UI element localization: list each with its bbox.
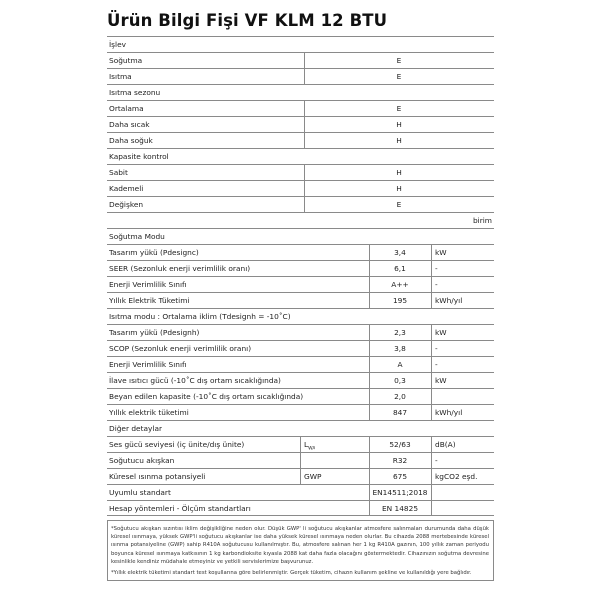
table-row	[107, 324, 494, 340]
row-label: Ses gücü seviyesi (iç ünite/dış ünite)	[109, 440, 245, 449]
footnote-refrigerant: *Soğutucu akışkan sızıntısı iklim değişikliğine neden olur. Düşük GWP' li soğutucu akışkanlar atmosfere salınmaları durumunda daha düşük küresel ısınmaya, yüksek GWP'li soğutucu akışkanlar ise daha yüksek küresel ısınmaya neden olurlar. Bu cihazda 2088 mertebesinde küresel ısınma potansiyeline (GWP) sahip R410A soğutucusu kullanılmıştır. Bu, atmosfere salınan her 1 kg R410A gazının, 100 yıllık zaman periyodu boyunca küresel ısınmaya katkısının 1 kg karbondioksite kıyasla 2088 kat daha fazla olacağını göstermektedir. Cihazınızın soğutma devresine kesinlikle kendiniz müdahale etmeyiniz ve yetkili servislerimize başvurunuz.	[111, 526, 489, 565]
heating-header: Isıtma modu : Ortalama iklim (Tdesignh = -10˚C)	[109, 312, 291, 321]
table-row	[107, 340, 494, 356]
function-header: İşlev	[109, 40, 127, 49]
row-value: EN14511;2018	[372, 488, 428, 497]
cooling-header-row	[107, 228, 494, 244]
row-value: 6,1	[394, 264, 406, 273]
row-label: Uyumlu standart	[109, 488, 171, 497]
other-header: Diğer detaylar	[109, 424, 163, 433]
row-label: Ortalama	[109, 104, 144, 113]
row-value: 52/63	[389, 440, 411, 449]
row-unit: kW	[435, 328, 447, 337]
row-label: Soğutucu akışkan	[109, 456, 175, 465]
row-unit: kW	[435, 376, 447, 385]
row-value: 0,3	[394, 376, 406, 385]
unit-header-row	[107, 212, 494, 228]
row-unit: kgCO2 eşd.	[435, 472, 478, 481]
row-label: Isıtma	[109, 72, 132, 81]
row-value: H	[396, 120, 402, 129]
row-label: Sabit	[109, 168, 128, 177]
footnote-consumption: *Yıllık elektrik tüketimi standart test koşullarına göre belirlenmiştir. Gerçek tüketim, cihazın kullanım şekline ve kullanıldığı yere bağlıdır.	[111, 570, 472, 577]
table-row	[107, 68, 494, 84]
row-value: 2,0	[394, 392, 406, 401]
row-unit: dB(A)	[435, 440, 456, 449]
table-row	[107, 356, 494, 372]
cooling-header: Soğutma Modu	[109, 232, 165, 241]
table-row	[107, 500, 494, 516]
season-header: Isıtma sezonu	[109, 88, 161, 97]
capacity-header: Kapasite kontrol	[109, 152, 169, 161]
row-label: Beyan edilen kapasite (-10˚C dış ortam sıcaklığında)	[109, 392, 304, 401]
row-label: Yıllık elektrik tüketimi	[109, 408, 189, 417]
row-label: Tasarım yükü (Pdesignc)	[109, 248, 199, 257]
row-label: Soğutma	[109, 56, 143, 65]
table-row	[107, 132, 494, 148]
row-label: Daha soğuk	[109, 136, 153, 145]
row-value: 675	[392, 472, 408, 481]
table-row	[107, 244, 494, 260]
row-label: Değişken	[109, 200, 144, 209]
row-unit: -	[435, 280, 438, 289]
table-row	[107, 388, 494, 404]
table-row	[107, 260, 494, 276]
row-unit: kW	[435, 248, 447, 257]
row-label: Kademeli	[109, 184, 144, 193]
row-value: E	[396, 56, 402, 65]
row-value: H	[396, 168, 402, 177]
sheet-title: Ürün Bilgi Fişi VF KLM 12 BTU	[107, 11, 388, 30]
table-row	[107, 164, 494, 180]
product-info-table	[107, 36, 494, 581]
table-row	[107, 372, 494, 388]
other-header-row	[107, 420, 494, 436]
table-row	[107, 436, 494, 452]
row-value: R32	[392, 456, 408, 465]
row-unit: kWh/yıl	[435, 408, 463, 417]
row-value: 847	[392, 408, 408, 417]
row-label: Enerji Verimlilik Sınıfı	[109, 360, 187, 369]
row-value: E	[396, 104, 402, 113]
table-row	[107, 292, 494, 308]
table-row	[107, 52, 494, 68]
row-label: Tasarım yükü (Pdesignh)	[109, 328, 200, 337]
table-row	[107, 276, 494, 292]
row-label: SEER (Sezonluk enerji verimlilik oranı)	[109, 264, 251, 273]
row-unit: -	[435, 264, 438, 273]
table-row	[107, 180, 494, 196]
row-value: 3,8	[394, 344, 406, 353]
capacity-header-row	[107, 148, 494, 164]
row-label: İlave ısıtıcı gücü (-10˚C dış ortam sıcaklığında)	[109, 376, 281, 385]
table-row	[107, 468, 494, 484]
row-label: Küresel ısınma potansiyeli	[109, 472, 206, 481]
row-label: SCOP (Sezonluk enerji verimlilik oranı)	[109, 344, 252, 353]
row-value: A++	[391, 280, 409, 289]
row-symbol: GWP	[304, 472, 322, 481]
row-label: Enerji Verimlilik Sınıfı	[109, 280, 187, 289]
footnote-box	[107, 520, 494, 581]
unit-header: birim	[472, 216, 492, 225]
table-row	[107, 484, 494, 500]
row-value: 195	[392, 296, 408, 305]
row-unit: -	[435, 456, 438, 465]
row-value: H	[396, 184, 402, 193]
row-value: E	[396, 72, 402, 81]
row-label: Daha sıcak	[109, 120, 150, 129]
season-header-row	[107, 84, 494, 100]
row-value: EN 14825	[381, 504, 419, 513]
row-value: E	[396, 200, 402, 209]
row-symbol: $L_{WA}$	[304, 440, 316, 452]
row-label: Hesap yöntemleri - Ölçüm standartları	[109, 504, 251, 513]
row-value: H	[396, 136, 402, 145]
table-row	[107, 404, 494, 420]
row-value: 3,4	[394, 248, 406, 257]
function-header-row	[107, 36, 494, 52]
table-row	[107, 452, 494, 468]
row-unit: -	[435, 344, 438, 353]
table-row	[107, 196, 494, 212]
row-unit: kWh/yıl	[435, 296, 463, 305]
heating-header-row	[107, 308, 494, 324]
table-row	[107, 116, 494, 132]
table-row	[107, 100, 494, 116]
row-unit: -	[435, 360, 438, 369]
row-value: A	[397, 360, 403, 369]
row-label: Yıllık Elektrik Tüketimi	[109, 296, 190, 305]
row-value: 2,3	[394, 328, 406, 337]
